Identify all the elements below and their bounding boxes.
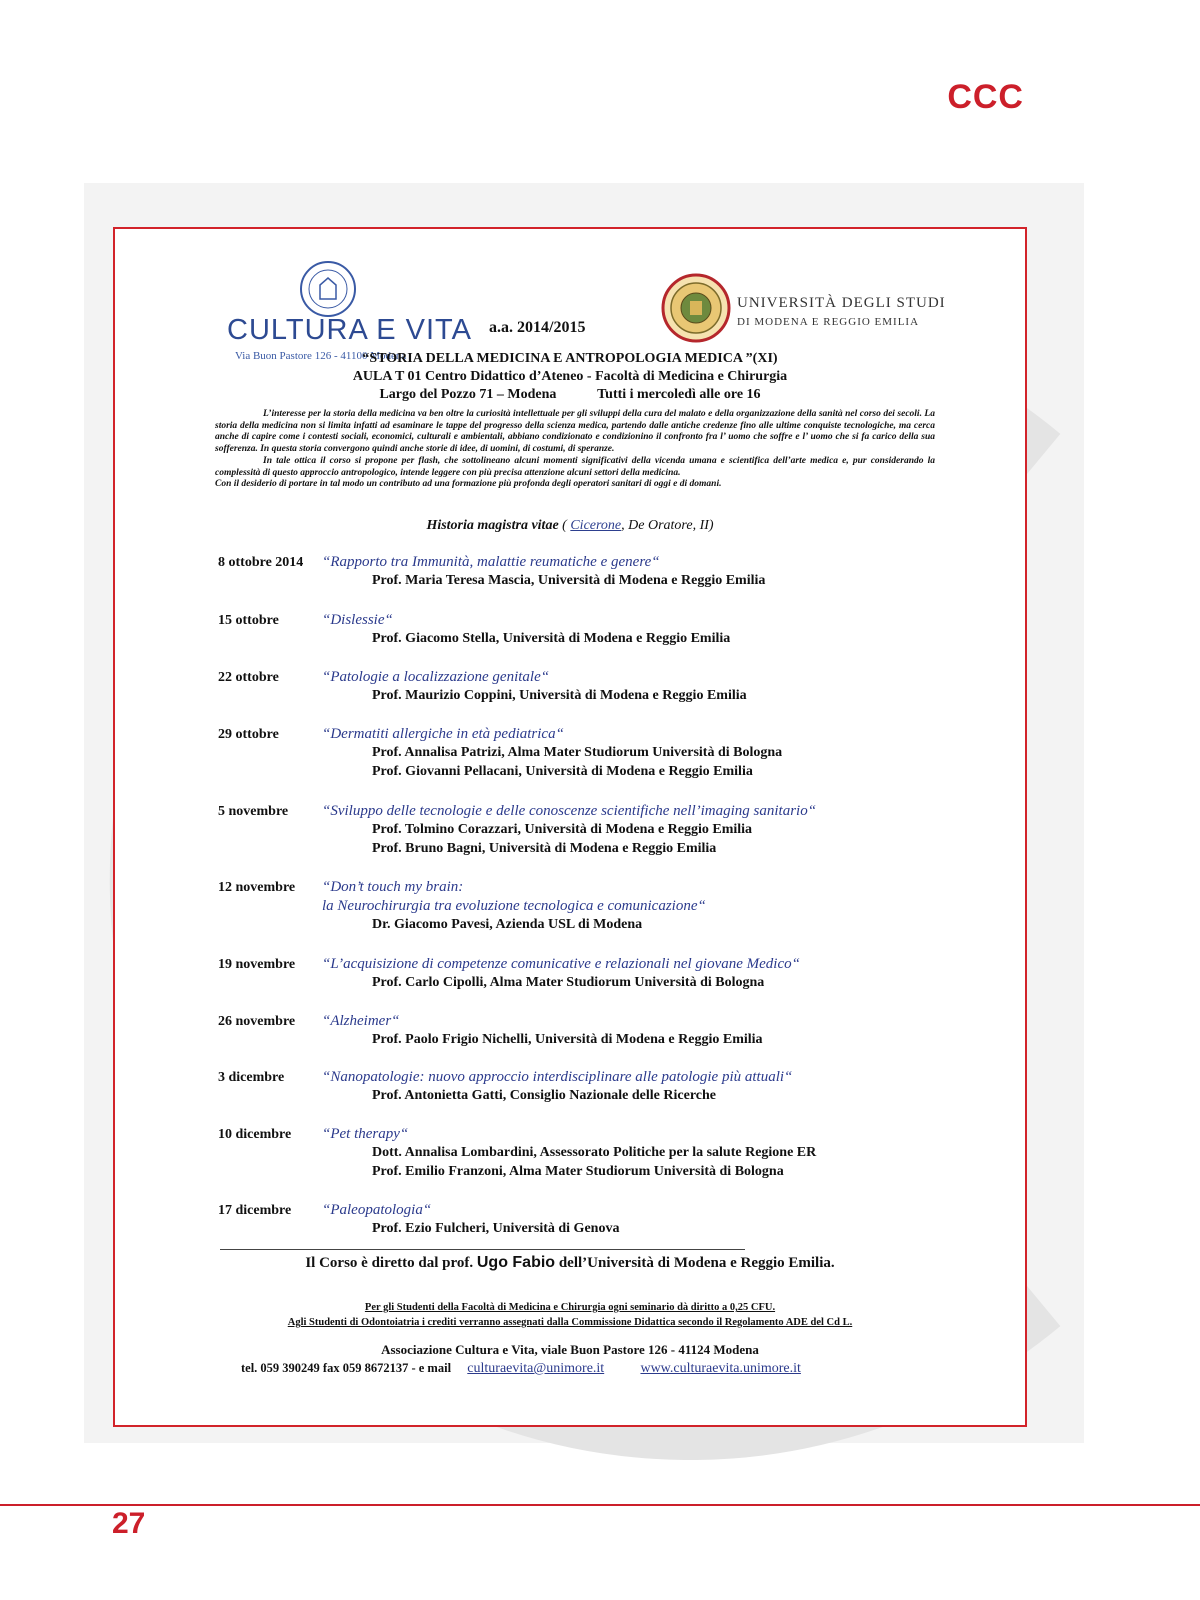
event-speaker: Prof. Tolmino Corazzari, Università di Modena e Reggio Emilia (372, 822, 753, 837)
event-date: 3 dicembre (218, 1070, 285, 1085)
event-title: “Pet therapy“ (322, 1126, 409, 1142)
event-title: “Sviluppo delle tecnologie e delle conoscenze scientifiche nell’imaging sanitario“ (322, 803, 817, 819)
contact-line (241, 1361, 801, 1377)
brand-label: CCC (947, 78, 1024, 116)
event-date: 8 ottobre 2014 (218, 555, 304, 570)
course-room: AULA T 01 Centro Didattico d’Ateneo - Facoltà di Medicina e Chirurgia (352, 369, 788, 384)
footer-rule (0, 1504, 1200, 1506)
course-title: “STORIA DELLA MEDICINA E ANTROPOLOGIA MEDICA ”(XI) (362, 351, 778, 366)
event-title: “Paleopatologia“ (322, 1202, 432, 1218)
event-title: “Alzheimer“ (322, 1013, 400, 1029)
association-address: Associazione Cultura e Vita, viale Buon Pastore 126 - 41124 Modena (381, 1342, 759, 1357)
motto: Historia magistra vitae (426, 518, 559, 533)
motto-source: , De Oratore, II) (621, 518, 714, 533)
event-speaker: Prof. Maria Teresa Mascia, Università di Modena e Reggio Emilia (372, 573, 766, 588)
university-subname: DI MODENA E REGGIO EMILIA (737, 316, 920, 328)
event-date: 26 novembre (218, 1014, 296, 1029)
event-speaker: Prof. Giovanni Pellacani, Università di Modena e Reggio Emilia (372, 764, 753, 779)
event-speaker: Prof. Antonietta Gatti, Consiglio Nazionale delle Ricerche (372, 1088, 716, 1103)
event-date: 5 novembre (218, 804, 289, 819)
credits-note: Agli Studenti di Odontoiatria i crediti verranno assegnati dalla Commissione Didattica secondo il Regolamento ADE del Cd L. (287, 1317, 853, 1328)
event-date: 29 ottobre (218, 727, 279, 742)
event-speaker: Prof. Ezio Fulcheri, Università di Genova (372, 1221, 620, 1236)
university-name: UNIVERSITÀ DEGLI STUDI (737, 295, 946, 311)
event-title: “Don’t touch my brain: (322, 879, 464, 895)
contact-phone: tel. 059 390249 fax 059 8672137 - e mail (241, 1361, 452, 1375)
poster-frame (113, 227, 1027, 1427)
academic-year: a.a. 2014/2015 (489, 319, 586, 336)
website-link[interactable]: www.culturaevita.unimore.it (640, 1361, 801, 1376)
motto-author-link[interactable]: Cicerone (570, 518, 622, 533)
divider (220, 1249, 745, 1250)
event-speaker: Prof. Bruno Bagni, Università di Modena e Reggio Emilia (372, 841, 717, 856)
page-number: 27 (112, 1507, 146, 1540)
cultura-e-vita-seal-icon (298, 259, 358, 319)
org-address: Via Buon Pastore 126 - 41100 Modena (235, 350, 407, 362)
event-title: “Dermatiti allergiche in età pediatrica“ (322, 726, 564, 742)
event-speaker: Dr. Giacomo Pavesi, Azienda USL di Modena (372, 917, 643, 932)
director-suffix: dell’Università di Modena e Reggio Emilia. (558, 1255, 835, 1271)
event-speaker: Prof. Paolo Frigio Nichelli, Università di Modena e Reggio Emilia (372, 1032, 763, 1047)
event-title: “Nanopatologie: nuovo approccio interdisciplinare alle patologie più attuali“ (322, 1069, 793, 1085)
event-title: “Rapporto tra Immunità, malattie reumatiche e genere“ (322, 554, 660, 570)
event-speaker: Prof. Carlo Cipolli, Alma Mater Studiorum Università di Bologna (372, 975, 765, 990)
course-schedule: Tutti i mercoledì alle ore 16 (597, 387, 761, 402)
intro-paragraph: Con il desiderio di portare in tal modo un contributo ad una formazione più profonda degli operatori sanitari di oggi e di domani. (215, 479, 722, 490)
director-line (115, 1254, 1025, 1272)
director-name: Ugo Fabio (476, 1254, 556, 1271)
event-date: 10 dicembre (218, 1127, 292, 1142)
intro-paragraph: In tale ottica il corso si propone per flash, che sottolineano alcuni momenti significativi della vicenda umana e scientifica dell’arte medica e, pur considerando la complessità di questo approccio antropologico, intende leggere con più precisa attenzione alcuni settori della medicina. (215, 455, 935, 478)
event-speaker: Prof. Emilio Franzoni, Alma Mater Studiorum Università di Bologna (372, 1164, 784, 1179)
event-date: 15 ottobre (218, 613, 279, 628)
credits-note: Per gli Studenti della Facoltà di Medicina e Chirurgia ogni seminario dà diritto a 0,25 CFU. (364, 1302, 776, 1313)
director-prefix: Il Corso è diretto dal prof. (305, 1255, 474, 1271)
course-intro (215, 409, 935, 491)
org-name: CULTURA E VITA (227, 314, 472, 346)
event-speaker: Prof. Maurizio Coppini, Università di Modena e Reggio Emilia (372, 688, 747, 703)
email-link[interactable]: culturaevita@unimore.it (467, 1361, 605, 1376)
university-seal-icon (661, 273, 731, 343)
event-title: “Dislessie“ (322, 612, 393, 628)
event-date: 12 novembre (218, 880, 296, 895)
motto-open: ( (562, 518, 567, 533)
course-venue: Largo del Pozzo 71 – Modena (379, 387, 557, 402)
event-speaker: Prof. Annalisa Patrizi, Alma Mater Studiorum Università di Bologna (372, 745, 783, 760)
event-date: 17 dicembre (218, 1203, 292, 1218)
event-title: la Neurochirurgia tra evoluzione tecnologica e comunicazione“ (322, 898, 706, 914)
event-title: “Patologie a localizzazione genitale“ (322, 669, 550, 685)
event-date: 22 ottobre (218, 670, 279, 685)
course-venue-line (115, 387, 1025, 403)
event-speaker: Prof. Giacomo Stella, Università di Modena e Reggio Emilia (372, 631, 731, 646)
intro-paragraph: L’interesse per la storia della medicina va ben oltre la curiosità intellettuale per gli sviluppi della cura del malato e della organizzazione della sanità nel corso dei secoli. La storia della medicina non si limita infatti ad esaminare le tappe del progresso della scienza medica, partendo dalle antiche credenze fino alle ultime conquiste tecnologiche, ma cerca anche di capire come i contesti sociali, economici, culturali e ambientali, abbiano condizionato e condizionino il confronto fra l’ uomo che soffre e l’ uomo che si fa carico della sua sofferenza. In questa storia convergono quindi anche storie di idee, di uomini, di costumi, di speranze. (215, 409, 935, 455)
event-date: 19 novembre (218, 957, 296, 972)
motto-line (115, 518, 1025, 534)
event-title: “L’acquisizione di competenze comunicative e relazionali nel giovane Medico“ (322, 956, 800, 972)
event-speaker: Dott. Annalisa Lombardini, Assessorato Politiche per la salute Regione ER (372, 1145, 817, 1160)
